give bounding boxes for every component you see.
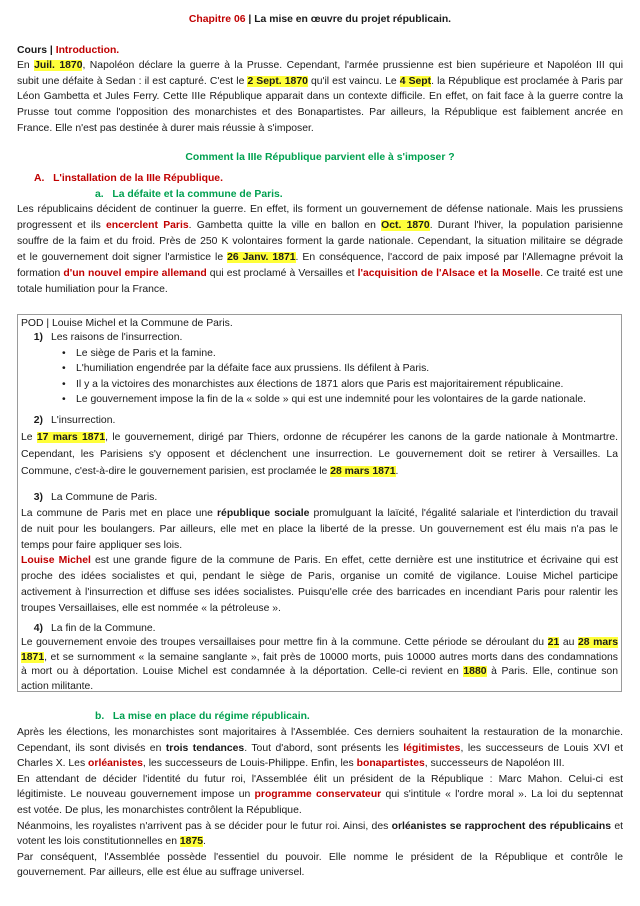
- text-line: [17, 251, 623, 264]
- text-run: Cependant, ils sont divisés en: [17, 742, 166, 754]
- text-line: [21, 636, 618, 649]
- text-run: En: [17, 60, 35, 71]
- text-run: activement à l'insurrection et diffuse ses idées socialistes. Puisqu'elle crée des barricades en incendiant Paris pour ralentir les: [21, 587, 618, 598]
- bold-term: république sociale: [217, 508, 310, 519]
- text-run: France. Elle n'est pas destinée à durer mais réussie à s'imposer.: [17, 122, 314, 134]
- bullet-text: L'humiliation engendrée par la défaite face aux prussiens. Ils défilent à Paris.: [76, 363, 430, 375]
- highlighted-date: 28 mars 1871: [330, 466, 396, 477]
- key-term: encerclent Paris: [106, 220, 189, 231]
- section-a-heading: A. L'installation de la IIIe République.: [34, 173, 223, 184]
- text-run: est votée. De plus, les monarchistes contrôlent la République.: [17, 805, 302, 816]
- bullet-item: [62, 378, 620, 391]
- text-run: Commune, c'est-à-dire le gouvernement parisien, est proclamée le: [21, 466, 331, 477]
- text-line: [17, 773, 623, 786]
- text-line: [17, 804, 623, 817]
- subsection-b-title: La mise en place du régime républicain.: [112, 711, 310, 722]
- bold-term: orléanistes se rapprochent des républicains: [391, 820, 612, 832]
- highlighted-date: Juil. 1870: [34, 60, 83, 71]
- text-line: [17, 726, 623, 739]
- text-run: Par conséquent, l'Assemblée possède l'essentiel du pouvoir. Elle nomme le président de la République et contrôle le: [17, 851, 623, 863]
- text-run: promulguant la laïcité, l'égalité salariale et l'interdiction du travail: [309, 508, 618, 519]
- text-run: proche des idées socialistes et qui, pendant le siège de Paris, organise un comité de vigilance. Louise Michel participe: [21, 571, 618, 583]
- text-line: [17, 235, 623, 248]
- text-line: [17, 106, 623, 119]
- text-run: , les successeurs de Louis XVI et: [460, 742, 623, 754]
- pod-s4-heading: 4) La fin de la Commune.: [33, 623, 156, 634]
- text-run: , le gouvernement, dirigé par Thiers, ordonne de récupérer les canons de la garde nationale à Montmartre.: [105, 432, 618, 443]
- key-term: légitimistes: [403, 742, 461, 754]
- text-run: est une grande figure de la commune de Paris. En effet, cette dernière est une institutrice et écrivaine qui est: [90, 555, 618, 567]
- text-run: . Durant l'hiver, la population parisienne: [429, 220, 623, 231]
- text-line: [17, 835, 623, 848]
- bullet-item: [62, 347, 620, 360]
- text-line: [21, 570, 618, 583]
- text-run: Cependant, les Parisiens s'y opposent et déclenchent une insurrection. Le gouvernement doit se retirer à Versailles. La: [21, 449, 618, 460]
- highlighted-date: Oct. 1870: [381, 220, 430, 231]
- text-line: [17, 90, 623, 103]
- chapter-header: Chapitre 06 | La mise en œuvre du projet républicain.: [188, 14, 452, 25]
- highlighted-date: 1871: [21, 651, 45, 663]
- text-line: [21, 465, 618, 478]
- highlighted-date: 4 Sept: [399, 75, 432, 87]
- text-run: La commune de Paris met en place une: [21, 508, 218, 519]
- bullet-text: Le gouvernement impose la fin de la « solde » qui est une indemnité pour les volontaires de la garde nationale.: [76, 394, 587, 406]
- text-run: formation: [17, 268, 64, 279]
- text-run: à Paris. Elle, continue son: [486, 666, 618, 678]
- text-run: gouvernement. Par ailleurs, elle est élue au suffrage universel.: [17, 867, 305, 879]
- text-line: [17, 788, 623, 801]
- key-term: orléanistes: [88, 758, 143, 770]
- text-line: [17, 757, 623, 770]
- text-line: [17, 820, 623, 833]
- highlighted-date: 2 Sept. 1870: [247, 75, 308, 87]
- bold-term: trois tendances: [165, 742, 245, 754]
- section-a-title: L'installation de la IIIe République.: [53, 173, 223, 184]
- text-run: Léon Gambetta et Jules Ferry. Cette IIIe République apparait dans un contexte difficile. En effet, on fait face à la guerre contre la: [17, 91, 623, 103]
- text-line: [21, 554, 618, 567]
- text-run: troupes Versaillaises, elle est nommée « la pétroleuse ».: [21, 602, 281, 614]
- text-run: Néanmoins, les royalistes n'arrivent pas à se décider pour le futur roi. Ainsi, des: [17, 820, 392, 832]
- text-run: qui s'intitule « l'ordre moral ». La loi du septennat: [381, 789, 623, 801]
- key-term: d'un nouvel empire allemand: [63, 268, 207, 279]
- highlighted-date: 26 Janv. 1871: [227, 252, 296, 263]
- text-run: En attendant de décider l'identité du futur roi, l'Assemblée élit un président de la République : Marc Mahon. Celui-ci est: [17, 773, 623, 785]
- text-line: [17, 283, 623, 296]
- text-run: Le gouvernement envoie des troupes versaillaises pour mettre fin à la commune. Cette période se déroulant du: [21, 637, 548, 648]
- text-line: [17, 742, 623, 755]
- text-line: [21, 680, 618, 693]
- text-run: temps pour faire appliquer ses lois.: [21, 539, 183, 551]
- text-run: à mort ou à déportation. Louise Michel est condamnée à la déportation. Celle-ci revient en: [21, 666, 464, 678]
- subsection-a-title: La défaite et la commune de Paris.: [112, 189, 283, 200]
- text-line: [17, 203, 623, 216]
- chapter-number: Chapitre 06: [188, 14, 246, 25]
- text-run: . Tout d'abord, sont présents les: [244, 742, 404, 754]
- bullet-icon: •: [62, 348, 66, 359]
- bullet-item: [62, 362, 620, 375]
- text-line: [21, 507, 618, 520]
- text-run: au: [559, 637, 578, 648]
- text-line: [17, 851, 623, 864]
- key-term: l'acquisition de l'Alsace et la Moselle: [357, 268, 541, 279]
- text-run: Le: [21, 432, 37, 443]
- text-run: subit une défaite à Sedan : il est capturé. C'est le: [17, 75, 248, 87]
- text-run: souffre de la faim et du froid. Près de 250 K volontaires forment la garde nationale. Cependant, la situation militaire se dégrade: [17, 236, 623, 247]
- text-run: votent les lois constitutionnelles en: [17, 836, 180, 848]
- problematique: Comment la IIIe République parvient elle à s'imposer ?: [185, 152, 455, 163]
- text-run: légitimiste. Le nouveau gouvernement impose un: [17, 789, 255, 801]
- text-line: [21, 651, 618, 664]
- text-run: de nuit pour les boulangers. Par ailleurs, elle met en place la liberté de la presse. Un gouvernement est élu mais n'a pas le: [21, 523, 618, 535]
- pod-s1-heading: 1) Les raisons de l'insurrection.: [33, 332, 183, 343]
- text-run: , les successeurs de Louis-Philippe. Enfin, les: [142, 758, 357, 770]
- text-line: [21, 523, 618, 536]
- bullet-icon: •: [62, 378, 66, 390]
- bullet-icon: •: [62, 363, 66, 375]
- key-term: bonapartistes: [356, 758, 425, 770]
- text-line: [17, 59, 623, 72]
- text-run: .: [203, 836, 206, 848]
- bullet-item: [62, 393, 620, 406]
- intro-label: Introduction.: [55, 45, 120, 56]
- text-run: Les républicains décident de continuer la guerre. En effet, ils forment un gouvernement de défense nationale. Mais les prussiens: [17, 204, 623, 215]
- key-term: programme conservateur: [254, 789, 382, 801]
- highlighted-date: 1880: [463, 666, 487, 678]
- highlighted-date: 21: [547, 637, 560, 648]
- text-run: . Ce traité est une: [540, 268, 623, 279]
- text-line: [21, 665, 618, 678]
- bullet-icon: •: [62, 394, 66, 406]
- text-run: . Gambetta quitte la ville en ballon en: [188, 220, 382, 231]
- pod-s2-heading: 2) L'insurrection.: [33, 415, 116, 426]
- text-line: [17, 219, 623, 232]
- text-run: , successeurs de Napoléon III.: [424, 758, 565, 770]
- text-run: qui est proclamé à Versailles et: [206, 268, 358, 279]
- bullet-text: Il y a la victoires des monarchistes aux élections de 1871 alors que Paris est majoritairement républicaine.: [76, 378, 564, 390]
- text-run: , et se surnomment « la semaine sanglante », fait près de 10000 morts, puis 10000 autres morts dans des condamnations: [44, 651, 618, 663]
- text-run: totale humiliation pour la France.: [17, 284, 168, 295]
- highlighted-date: 1875: [179, 836, 204, 848]
- text-line: [21, 431, 618, 444]
- text-run: . la République est proclamée à Paris par: [431, 75, 623, 87]
- text-run: action militante.: [21, 681, 94, 693]
- text-run: progressent et ils: [17, 220, 107, 231]
- key-term: Louise Michel: [21, 555, 91, 567]
- text-run: et: [611, 820, 623, 832]
- highlighted-date: 17 mars 1871: [36, 432, 106, 443]
- text-line: [17, 122, 623, 135]
- text-line: [21, 448, 618, 461]
- text-line: [17, 75, 623, 88]
- text-run: Prusse tout comme l'opposition des monarchistes et des Bonapartistes. Par ailleurs, la République est faiblement ancrée en: [17, 107, 623, 119]
- text-line: [17, 267, 623, 280]
- subsection-a-heading: a. La défaite et la commune de Paris.: [95, 189, 283, 200]
- text-line: [21, 586, 618, 599]
- text-run: Après les élections, les monarchistes sont majoritaires à l'Assemblée. Ces derniers souhaitent la restauration de la monarchie.: [17, 727, 623, 738]
- bullet-text: Le siège de Paris et la famine.: [76, 348, 216, 359]
- text-line: [17, 866, 623, 879]
- text-line: [21, 602, 618, 615]
- text-run: .: [395, 466, 399, 477]
- text-run: . En conséquence, l'accord de paix imposé par l'Allemagne prévoit la: [295, 252, 623, 263]
- text-run: et le gouvernement doit signer l'armistice le: [17, 252, 228, 263]
- pod-title: POD | Louise Michel et la Commune de Paris.: [21, 318, 233, 329]
- pod-s3-heading: 3) La Commune de Paris.: [33, 492, 158, 503]
- text-run: , Napoléon déclare la guerre à la Prusse. Cependant, l'armée prussienne est bien supérieure et Napoléon III qui: [82, 60, 623, 71]
- subsection-b-heading: b. La mise en place du régime républicain.: [95, 711, 310, 722]
- text-line: [21, 539, 618, 552]
- intro-heading: Cours | Introduction.: [17, 45, 120, 56]
- highlighted-date: 28 mars: [577, 637, 618, 648]
- chapter-title: La mise en œuvre du projet républicain.: [254, 14, 452, 25]
- text-run: Charles X. Les: [17, 758, 89, 770]
- text-run: qu'il est vaincu. Le: [307, 75, 400, 87]
